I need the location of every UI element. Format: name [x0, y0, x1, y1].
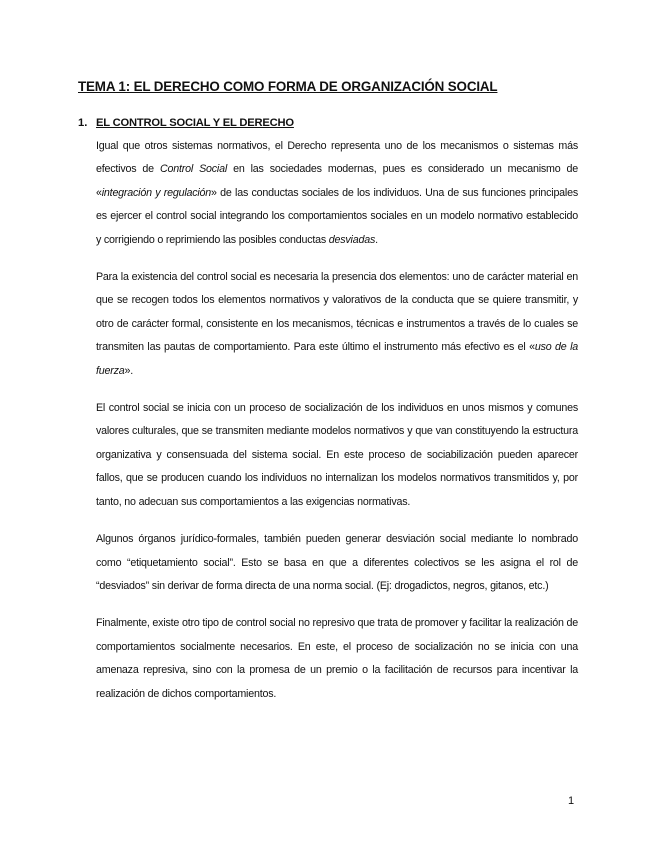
paragraph-1: [96, 135, 578, 252]
paragraph-1-italic-control-social: Control Social: [159, 163, 228, 176]
paragraph-2-italic-uso-fuerza: uso de la fuerza: [96, 341, 578, 377]
paragraph-1-italic-integracion: integración y regulación: [101, 186, 212, 199]
section-number: 1.: [78, 117, 88, 129]
section-title: EL CONTROL SOCIAL Y EL DERECHO: [96, 117, 294, 129]
paragraph-1-text-a: Igual que otros sistemas normativos, el Derecho representa uno de los mecanismos o sistemas más efectivos de: [96, 140, 578, 176]
section-body: [96, 135, 578, 720]
paragraph-1-text-g: .: [375, 233, 378, 246]
paragraph-2: [96, 266, 578, 383]
paragraph-2-text-c: ».: [124, 364, 134, 377]
page-title: TEMA 1: EL DERECHO COMO FORMA DE ORGANIZACIÓN SOCIAL: [78, 79, 498, 94]
paragraph-2-text-a: Para la existencia del control social es necesaria la presencia dos elementos: uno de carácter material en que se recogen todos los elementos normativos y valorativos de la conducta que se quiere transmitir, y otro de carácter formal, consistente en los mecanismos, técnicas e instrumentos a través de lo cuales se transmiten las pautas de comportamiento. Para este último el instrumento más efectivo es el «: [96, 271, 578, 354]
paragraph-1-text-e: » de las conductas sociales de los individuos. Una de sus funciones principales es ejercer el control social integrando los comportamientos sociales en un modelo normativo establecido y corrigiendo o reprimiendo las posibles conductas: [96, 186, 578, 246]
paragraph-3: El control social se inicia con un proceso de socialización de los individuos en unos mismos y comunes valores culturales, que se transmiten mediante modelos normativos y que van constituyendo la estructura organizativa y consensuada del sistema social. En este proceso de sociabilización pueden aparecer fallos, que se producen cuando los individuos no internalizan los modelos normativos transmitidos y, por tanto, no adecuan sus comportamientos a las exigencias normativas.: [96, 402, 578, 508]
paragraph-1-italic-desviadas: desviadas: [328, 233, 376, 246]
page-number: 1: [568, 795, 575, 807]
paragraph-5: Finalmente, existe otro tipo de control social no represivo que trata de promover y facilitar la realización de comportamientos socialmente necesarios. En este, el proceso de socialización no se inicia con una amenaza represiva, sino con la promesa de un premio o la facilitación de recursos para incentivar la realización de dichos comportamientos.: [96, 617, 578, 700]
paragraph-1-text-c: en las sociedades modernas, pues es considerado un mecanismo de «: [96, 163, 579, 199]
paragraph-4: Algunos órganos jurídico-formales, también pueden generar desviación social mediante lo nombrado como “etiquetamiento social”. Esto se basa en que a diferentes colectivos se les asigna el rol de “desviados” sin derivar de forma directa de una norma social. (Ej: drogadictos, negros, gitanos, etc.): [96, 533, 578, 592]
